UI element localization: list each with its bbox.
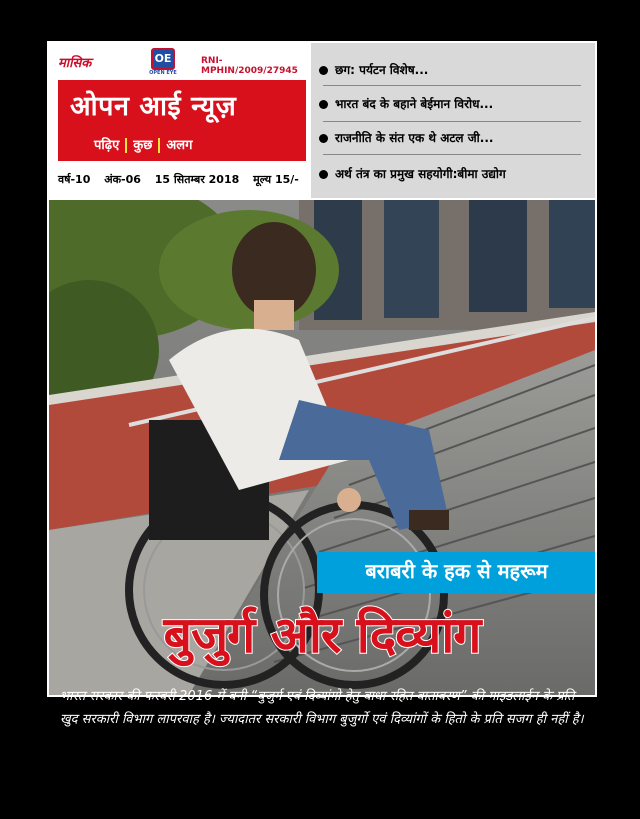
issue-price: मूल्य 15/-: [253, 173, 299, 186]
issue-volume: वर्ष-10: [58, 173, 91, 186]
headline-text: अर्थ तंत्र का प्रमुख सहयोगी:बीमा उद्योग: [335, 167, 506, 181]
logo-letters: OE: [151, 48, 175, 70]
headlines-panel: [311, 43, 595, 198]
cover-story-title: बुजुर्ग और दिव्यांग: [163, 606, 481, 664]
issue-date: 15 सितम्बर 2018: [154, 173, 240, 186]
divider: [323, 85, 581, 86]
bullet-icon: [319, 66, 328, 75]
divider: [323, 154, 581, 155]
magazine-title: ओपन आई न्यूज़: [70, 91, 237, 122]
masthead: [49, 43, 311, 198]
cover-banner: [317, 552, 596, 593]
tagline-divider: [125, 138, 127, 153]
issue-info: [58, 172, 309, 187]
headline-item[interactable]: [319, 95, 493, 112]
open-eye-logo-icon: [145, 48, 181, 74]
frequency-label: मासिक: [58, 56, 92, 71]
headline-text: भारत बंद के बहाने बेईमान विरोध...: [335, 97, 494, 111]
rni-number: RNI-MPHIN/2009/27945: [201, 56, 298, 76]
bullet-icon: [319, 134, 328, 143]
magazine-cover: [47, 41, 597, 697]
tagline-divider: [158, 138, 160, 153]
headline-text: छग: पर्यटन विशेष...: [335, 63, 429, 77]
tagline: [94, 135, 196, 153]
cover-summary: भारत सरकार की फरवरी 2016 में बनी “बुजुर्ग एवं दिव्यांगो हेतु बाधा रहित वातावरण” की गाइडलाईन के प्रति खुद सरकारी विभाग लापरवाह है। ज्यादातर सरकारी विभाग बुजुर्गो एवं दिव्यांगों के हितो के प्रति सजग ही नहीं है।: [60, 689, 584, 727]
bullet-icon: [319, 170, 328, 179]
headline-item[interactable]: [319, 129, 493, 146]
title-band: [58, 80, 306, 161]
headline-item[interactable]: [319, 165, 506, 182]
divider: [323, 121, 581, 122]
tagline-word: कुछ: [133, 138, 153, 153]
banner-text: बराबरी के हक से महरूम: [365, 559, 548, 583]
headline-item[interactable]: [319, 61, 428, 78]
tagline-word: अलग: [166, 138, 193, 153]
issue-number: अंक-06: [104, 173, 141, 186]
logo-caption: OPEN EYE: [149, 70, 177, 76]
tagline-word: पढ़िए: [94, 138, 120, 153]
bullet-icon: [319, 100, 328, 109]
headline-text: राजनीति के संत एक थे अटल जी...: [335, 131, 494, 145]
